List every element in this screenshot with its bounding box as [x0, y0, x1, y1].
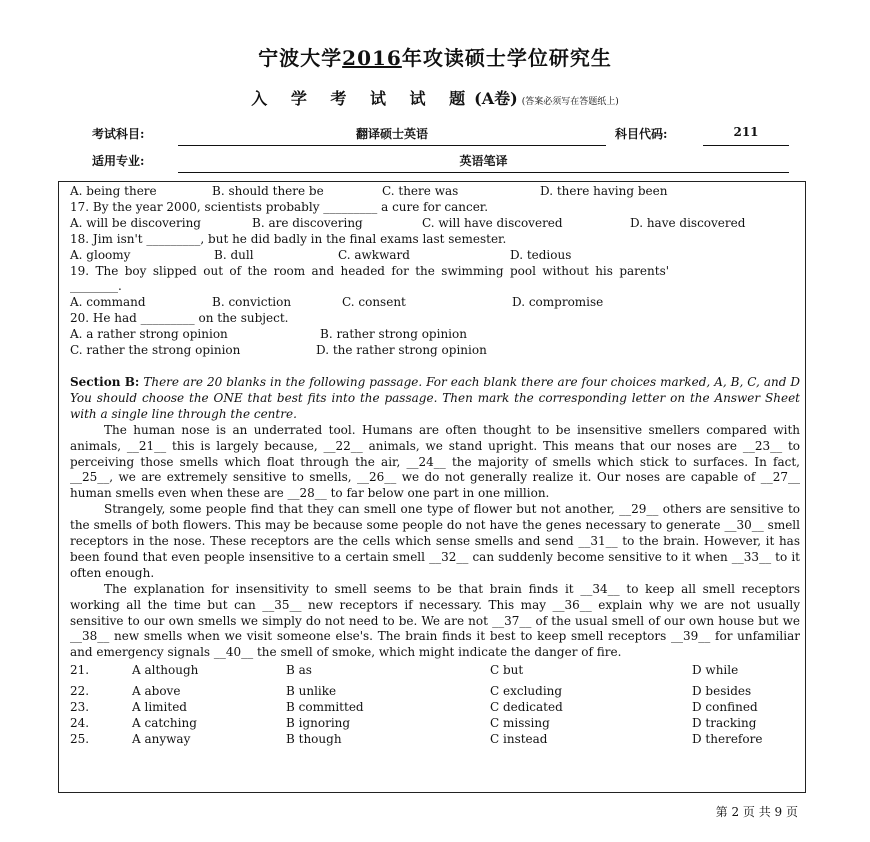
option-a: A. command: [70, 295, 146, 310]
exam-subtitle: [0, 86, 870, 109]
option-b: B. conviction: [212, 295, 292, 310]
answer-choices-table: [70, 663, 800, 748]
option-d: D. tedious: [510, 247, 572, 262]
q18-stem: 18. Jim isn't _________, but he did badly in the final exams last semester.: [70, 231, 507, 246]
choice-a: A although: [132, 663, 199, 678]
subject-value: 翻译硕士英语: [178, 125, 606, 146]
option-c: C. awkward: [338, 247, 410, 262]
table-row: [70, 732, 800, 748]
choice-b: B ignoring: [286, 716, 351, 730]
question-number: 22.: [70, 684, 90, 699]
page-number: 第 2 页 共 9 页: [715, 805, 798, 819]
choice-b: B as: [286, 663, 312, 678]
choice-c: C instead: [490, 731, 548, 746]
table-row: [70, 716, 800, 732]
option-d: D. there having been: [540, 184, 668, 198]
q17-stem: 17. By the year 2000, scientists probably _________ a cure for cancer.: [70, 199, 489, 214]
question-number: 24.: [70, 716, 90, 730]
option-b: B. rather strong opinion: [320, 327, 467, 342]
title-year: 2016: [342, 46, 402, 70]
exam-title: [0, 42, 870, 71]
choice-c: C but: [490, 663, 524, 678]
section-b-text: There are 20 blanks in the following passage. For each blank there are four choices marked, A, B, C, and D You should choose the ONE that best fits into the passage. Then mark the corresponding letter on the Answer Sheet with a single line through the centre.: [70, 374, 800, 421]
choice-a: A catching: [132, 716, 197, 730]
option-b: B. should there be: [212, 184, 324, 198]
choice-d: D therefore: [692, 731, 763, 746]
code-label: 科目代码:: [615, 127, 668, 141]
option-d: D. the rather strong opinion: [316, 343, 487, 358]
q17-options: [70, 216, 800, 232]
choice-a: A anyway: [132, 731, 191, 746]
major-label: 适用专业:: [92, 154, 145, 168]
passage-paragraph-1: The human nose is an underrated tool. Humans are often thought to be insensitive smellers compared with animals, __21__ this is largely because, __22__ animals, we stand upright. This means that our noses are __23__ to perceiving those smells which float through the air, __24__ the majority of smells which stick to surfaces. In fact, __25__, we are extremely sensitive to smells, __26__ we do not generally realize it. Our noses are capable of __27__ human smells even when these are __28__ to far below one part in one million.: [70, 422, 800, 501]
option-b: B. are discovering: [252, 215, 363, 230]
choice-b: B committed: [286, 700, 364, 715]
option-c: C. there was: [382, 184, 459, 198]
section-b-label: Section B:: [70, 374, 140, 389]
choice-a: A above: [132, 684, 181, 699]
choice-d: D tracking: [692, 716, 757, 730]
choice-d: D confined: [692, 700, 758, 715]
subject-label: 考试科目:: [92, 127, 145, 141]
option-c: C. will have discovered: [422, 215, 563, 230]
question-number: 23.: [70, 700, 90, 715]
table-row: [70, 684, 800, 700]
passage-paragraph-3: The explanation for insensitivity to smell seems to be that brain finds it __34__ to keep all smell receptors working all the time but can __35__ new receptors if necessary. This may __36__ explain why we are not usually sensitive to our own smells we simply do not need to be. We are not __37__ of the usual smell of our own house but we __38__ new smells when we visit someone else's. The brain finds it best to keep smell receptors __39__ for unfamiliar and emergency signals __40__ the smell of smoke, which might indicate the danger of fire.: [70, 581, 800, 660]
q16-options: [70, 184, 800, 200]
q20-stem: 20. He had _________ on the subject.: [70, 311, 289, 326]
q19-stem: 19. The boy slipped out of the room and headed for the swimming pool without his parents': [70, 263, 670, 278]
title-rest: 年攻读硕士学位研究生: [401, 46, 612, 70]
question-number: 25.: [70, 731, 90, 746]
choice-d: D besides: [692, 684, 752, 699]
option-c: C. rather the strong opinion: [70, 343, 241, 358]
subtitle-text: 入 学 考 试 试 题: [251, 89, 475, 108]
question-number: 21.: [70, 663, 90, 678]
q18-options: [70, 248, 800, 264]
option-a: A. will be discovering: [70, 215, 201, 230]
exam-content: [70, 184, 800, 748]
subtitle-note: (答案必须写在答题纸上): [521, 97, 619, 107]
table-row: [70, 700, 800, 716]
option-a: A. gloomy: [70, 247, 131, 262]
subtitle-variant: (A卷): [474, 89, 518, 108]
q19-stem-blank: ________.: [70, 279, 122, 294]
option-d: D. have discovered: [630, 215, 746, 230]
option-c: C. consent: [342, 295, 406, 310]
section-b-instructions: [70, 375, 800, 423]
choice-b: B unlike: [286, 684, 337, 699]
option-a: A. being there: [70, 184, 157, 198]
code-value: 211: [703, 125, 789, 146]
q20-options-row2: [70, 343, 800, 359]
choice-c: C excluding: [490, 684, 563, 699]
table-row: [70, 663, 800, 679]
option-a: A. a rather strong opinion: [70, 327, 228, 342]
passage-paragraph-2: Strangely, some people find that they can smell one type of flower but not another, __29__ others are sensitive to the smells of both flowers. This may be because some people do not have the genes necessary to generate __30__ smell receptors in the nose. These receptors are the cells which sense smells and send __31__ to the brain. However, it has been found that even people insensitive to a certain smell __32__ can suddenly become sensitive to it when __33__ to it often enough.: [70, 502, 800, 580]
choice-b: B though: [286, 731, 342, 746]
title-university: 宁波大学: [258, 46, 343, 70]
q20-options-row1: [70, 327, 800, 343]
choice-d: D while: [692, 663, 739, 678]
option-d: D. compromise: [512, 295, 604, 310]
choice-c: C dedicated: [490, 700, 563, 715]
choice-c: C missing: [490, 716, 550, 730]
choice-a: A limited: [132, 700, 187, 715]
option-b: B. dull: [214, 247, 254, 262]
q19-options: [70, 295, 800, 311]
major-value: 英语笔译: [178, 152, 789, 173]
